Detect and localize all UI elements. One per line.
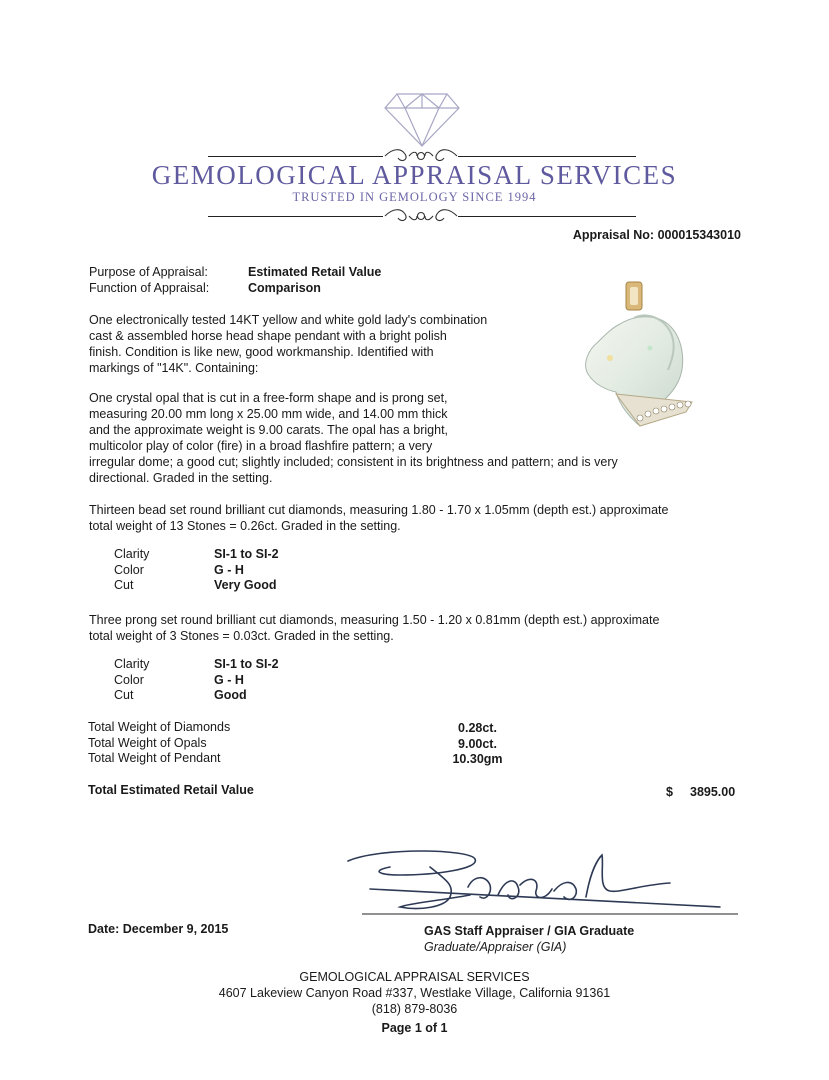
color-label-1: Color [114, 563, 144, 577]
logo-rule-top-left [208, 156, 383, 157]
text-line: multicolor play of color (fire) in a broad flashfire pattern; a very [89, 439, 433, 453]
text-line: total weight of 13 Stones = 0.26ct. Graded in the setting. [89, 519, 401, 533]
total-pendant-label: Total Weight of Pendant [88, 751, 221, 765]
text-line: cast & assembled horse head shape pendant with a bright polish [89, 329, 447, 343]
text-line: directional. Graded in the setting. [89, 471, 273, 485]
text-line: Thirteen bead set round brilliant cut diamonds, measuring 1.80 - 1.70 x 1.05mm (depth est.) approximate [89, 503, 669, 517]
purpose-label: Purpose of Appraisal: [89, 265, 208, 279]
currency-symbol: $ [666, 785, 673, 799]
signature-image [340, 845, 740, 925]
color-label-2: Color [114, 673, 144, 687]
total-pendant-value: 10.30gm [452, 752, 503, 766]
text-line: irregular dome; a good cut; slightly included; consistent in its brightness and pattern; and is very [89, 455, 618, 469]
text-line: total weight of 3 Stones = 0.03ct. Graded in the setting. [89, 629, 394, 643]
description-paragraph-2 [89, 390, 749, 486]
scroll-ornament-bottom-icon [383, 206, 459, 226]
diamond-logo-icon [383, 92, 461, 148]
description-paragraph-3 [89, 502, 749, 534]
total-opals-value: 9.00ct. [458, 737, 497, 751]
logo-rule-bottom-right [458, 216, 636, 217]
page-number: Page 1 of 1 [381, 1021, 448, 1035]
logo-rule-top-right [458, 156, 636, 157]
cut-value-1: Very Good [214, 578, 277, 592]
appraisal-date: Date: December 9, 2015 [88, 922, 229, 936]
text-line: One crystal opal that is cut in a free-form shape and is prong set, [89, 391, 448, 405]
company-title: GEMOLOGICAL APPRAISAL SERVICES [151, 160, 678, 190]
purpose-value: Estimated Retail Value [248, 265, 382, 279]
company-tagline: TRUSTED IN GEMOLOGY SINCE 1994 [292, 190, 537, 204]
clarity-value-1: SI-1 to SI-2 [214, 547, 279, 561]
function-value: Comparison [248, 281, 321, 295]
description-paragraph-4 [89, 612, 749, 644]
text-line: One electronically tested 14KT yellow and white gold lady's combination [89, 313, 488, 327]
color-value-2: G - H [214, 673, 244, 687]
function-label: Function of Appraisal: [89, 281, 210, 295]
text-line: and the approximate weight is 9.00 carats. The opal has a bright, [89, 423, 449, 437]
appraiser-credential: Graduate/Appraiser (GIA) [424, 940, 567, 954]
text-line: markings of "14K". Containing: [89, 361, 259, 375]
footer-company: GEMOLOGICAL APPRAISAL SERVICES [299, 970, 530, 984]
total-retail-value: 3895.00 [690, 785, 736, 799]
footer-address: 4607 Lakeview Canyon Road #337, Westlake Village, California 91361 [218, 986, 611, 1000]
footer-phone: (818) 879-8036 [371, 1002, 458, 1016]
total-retail-label: Total Estimated Retail Value [88, 783, 254, 797]
cut-label-1: Cut [114, 578, 134, 592]
logo-rule-bottom-left [208, 216, 383, 217]
total-opals-label: Total Weight of Opals [88, 736, 207, 750]
clarity-label-2: Clarity [114, 657, 150, 671]
cut-value-2: Good [214, 688, 247, 702]
description-paragraph-1 [89, 312, 749, 376]
text-line: Three prong set round brilliant cut diamonds, measuring 1.50 - 1.20 x 0.81mm (depth est.) approximate [89, 613, 660, 627]
color-value-1: G - H [214, 563, 244, 577]
appraisal-number: Appraisal No: 000015343010 [572, 228, 741, 242]
clarity-label-1: Clarity [114, 547, 150, 561]
total-diamonds-label: Total Weight of Diamonds [88, 720, 231, 734]
appraiser-title: GAS Staff Appraiser / GIA Graduate [424, 924, 635, 938]
text-line: measuring 20.00 mm long x 25.00 mm wide, and 14.00 mm thick [89, 407, 448, 421]
text-line: finish. Condition is like new, good workmanship. Identified with [89, 345, 434, 359]
clarity-value-2: SI-1 to SI-2 [214, 657, 279, 671]
cut-label-2: Cut [114, 688, 134, 702]
total-diamonds-value: 0.28ct. [458, 721, 497, 735]
